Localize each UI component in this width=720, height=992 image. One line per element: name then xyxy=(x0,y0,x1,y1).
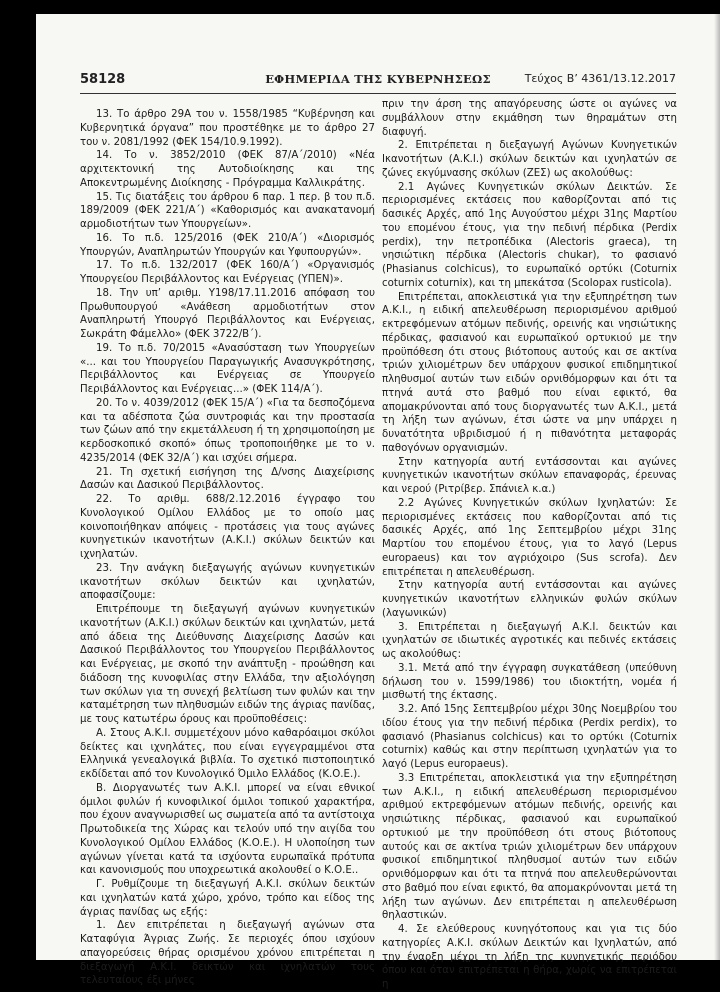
paragraph: 13. Το άρθρο 29Α του ν. 1558/1985 “Κυβέρνηση και Κυβερνητικά όργανα” που προστέθηκε με το άρθρο 27 του ν. 2081/1992 (ΦΕΚ 154/10.9.1992). xyxy=(80,109,375,148)
paragraph: 2.2 Αγώνες Κυνηγετικών σκύλων Ιχνηλατών: Σε περιορισμένες εκτάσεις που καθορίζονται από τις δασικές Αρχές, από 1ης Σεπτεμβρίου μέχρι 31ης Μαρτίου του επομένου έτους, για το λαγό (Lepus europaeus) και τον αγριόχοιρο (Sus scrofa). Δεν επιτρέπεται η απελευθέρωση. xyxy=(382,497,677,578)
paragraph: 17. Το π.δ. 132/2017 (ΦΕΚ 160/Α΄) «Οργανισμός Υπουργείου Περιβάλλοντος και Ενέργειας (ΥΠΕΝ)». xyxy=(80,260,375,285)
page-header xyxy=(80,72,676,90)
paragraph: 18. Την υπ’ αριθμ. Υ198/17.11.2016 απόφαση του Πρωθυπουργού «Ανάθεση αρμοδιοτήτων στον Αναπληρωτή Υπουργό Περιβάλλοντος και Ενέργειας, Σωκράτη Φάμελλο» (ΦΕΚ 3722/Β΄). xyxy=(80,287,375,340)
paragraph: 14. Το ν. 3852/2010 (ΦΕΚ 87/Α΄/2010) «Νέα αρχιτεκτονική της Αυτοδιοίκησης και της Αποκεντρωμένης Διοίκησης - Πρόγραμμα Καλλικράτης. xyxy=(80,150,375,189)
paragraph: 21. Τη σχετική εισήγηση της Δ/νσης Διαχείρισης Δασών και Δασικού Περιβάλλοντος. xyxy=(80,466,375,492)
paragraph: Στην κατηγορία αυτή εντάσσονται και αγώνες κυνηγετικών ικανοτήτων σκύλων επαναφοράς, έρευνας και νερού (Ριτρίβερ. Σπάνιελ κ.α.) xyxy=(382,456,677,495)
paragraph: Β. Διοργανωτές των Α.Κ.Ι. μπορεί να είναι εθνικοί όμιλοι φυλών ή κυνοφιλικοί όμιλοι τοπικού χαρακτήρα, που έχουν αναγνωρισθεί ως σωματεία από τα αντίστοιχα Πρωτοδικεία της Χώρας και τελούν υπό την αιγίδα του Κυνολογικού Ομίλου Ελλάδος (Κ.Ο.Ε.). Η υλοποίηση των αγώνων γίνεται κατά τα ισχύοντα ευρωπαϊκά πρότυπα και κανονισμούς που υποχρεωτικά ακολουθεί ο Κ.Ο.Ε.. xyxy=(80,782,375,877)
paragraph: 22. Το αριθμ. 688/2.12.2016 έγγραφο του Κυνολογικού Ομίλου Ελλάδος με το οποίο μας κοινοποιήθηκαν απόψεις - προτάσεις για τους αγώνες κυνηγετικών ικανοτήτων (Α.Κ.Ι.) σκύλων δεικτών και ιχνηλατών. xyxy=(80,494,375,560)
paragraph: 2. Επιτρέπεται η διεξαγωγή Αγώνων Κυνηγετικών Ικανοτήτων (Α.Κ.Ι.) σκύλων δεικτών και ιχνηλατών σε ζώνες εκγύμνασης σκύλων (ΖΕΣ) ως ακολούθως: xyxy=(382,140,677,179)
paragraph: Γ. Ρυθμίζουμε τη διεξαγωγή Α.Κ.Ι. σκύλων δεικτών και ιχνηλατών κατά χώρο, χρόνο, τρόπο και είδος της άγριας πανίδας ως εξής: xyxy=(80,879,375,918)
paragraph: Επιτρέπεται, αποκλειστικά για την εξυπηρέτηση των Α.Κ.Ι., η ειδική απελευθέρωση περιορισμένου αριθμού εκτρεφόμενων ατόμων πεδινής, ορεινής και νησιώτικης πέρδικας, φασιανού και ευρωπαϊκού ορτυκιού με την προϋπόθεση ότι στους βιότοπους αυτούς και σε ακτίνα τριών χιλιομέτρων δεν υπάρχουν φυσικοί επιδημητικοί πληθυσμοί αυτών των ειδών ορνιθόμορφων και ότι τα πτηνά αυτά στο βαθμό που είναι εφικτό, θα απομακρύνονται από τους διοργανωτές των Α.Κ.Ι., μετά τη λήξη των αγώνων, έτσι ώστε να μην υπάρχει η δυνατότητα υβριδισμού ή η πιθανότητα μεταφοράς παθογόνων οργανισμών. xyxy=(382,291,677,454)
gazette-title: ΕΦΗΜΕΡΙΔΑ ΤΗΣ ΚΥΒΕΡΝΗΣΕΩΣ xyxy=(265,72,491,86)
paragraph: 20. Το ν. 4039/2012 (ΦΕΚ 15/Α΄) «Για τα δεσποζόμενα και τα αδέσποτα ζώα συντροφιάς και την προστασία των ζώων από την εκμετάλλευση ή τη χρησιμοποίηση με κερδοσκοπικό σκοπό» όπως τροποποιήθηκε με το ν. 4235/2014 (ΦΕΚ 32/Α΄) και ισχύει σήμερα. xyxy=(80,397,375,464)
paragraph: Στην κατηγορία αυτή εντάσσονται και αγώνες κυνηγετικών ικανοτήτων ελληνικών φυλών σκύλων (λαγωνικών) xyxy=(382,580,677,619)
paragraph: 4. Σε ελεύθερους κυνηγότοπους και για τις δύο κατηγορίες Α.Κ.Ι. σκύλων Δεικτών και Ιχνηλατών, από την έναρξη μέχρι τη λήξη της κυνηγετικής περιόδου όπου και όταν επιτρέπεται η θήρα, χωρίς να επιτρέπεται η xyxy=(382,924,677,990)
scan-shadow xyxy=(714,14,720,960)
header-rule xyxy=(80,93,676,94)
paragraph: 3.1. Μετά από την έγγραφη συγκατάθεση (υπεύθυνη δήλωση του ν. 1599/1986) του ιδιοκτήτη, νομέα ή μισθωτή της έκτασης. xyxy=(382,662,677,702)
paragraph: 19. Το π.δ. 70/2015 «Ανασύσταση των Υπουργείων «... και του Υπουργείου Παραγωγικής Ανασυγκρότησης, Περιβάλλοντος και Ενέργειας σε Υπουργείο Περιβάλλοντος και Ενέργειας...» (ΦΕΚ 114/Α΄). xyxy=(80,342,375,395)
paragraph: πριν την άρση της απαγόρευσης ώστε οι αγώνες να συμβάλλουν στην εκμάθηση των θηραμάτων στη διαφυγή. xyxy=(382,99,677,138)
paragraph: 23. Την ανάγκη διεξαγωγής αγώνων κυνηγετικών ικανοτήτων σκύλων δεικτών και ιχνηλατών, αποφασίζουμε: xyxy=(80,562,375,602)
issue-reference: Τεύχος Β’ 4361/13.12.2017 xyxy=(524,72,676,85)
paragraph: 3.3 Επιτρέπεται, αποκλειστικά για την εξυπηρέτηση των Α.Κ.Ι., η ειδική απελευθέρωση περιορισμένου αριθμού εκτρεφόμενων ατόμων πεδινής, ορεινής και νησιώτικης πέρδικας, φασιανού και ευρωπαϊκού ορτυκιού με την προϋπόθεση ότι στους βιότοπους αυτούς και σε ακτίνα τριών χιλιομέτρων δεν υπάρχουν φυσικοί επιδημητικοί πληθυσμοί αυτών των ειδών ορνιθόμορφων και ότι τα πτηνά που απελευθερώνονται στο βαθμό που είναι εφικτό, θα απομακρύνονται μετά τη λήξη των αγώνων. Δεν επιτρέπεται η απελευθέρωση θηλαστικών. xyxy=(382,772,677,922)
paragraph: 3.2. Από 15ης Σεπτεμβρίου μέχρι 30ης Νοεμβρίου του ιδίου έτους για την πεδινή πέρδικα (Perdix perdix), το φασιανό (Phasianus colchicus) και το ορτύκι (Coturnix coturnix) καθώς και στην περίπτωση ιχνηλατών για το λαγό (Lepus europaeus). xyxy=(382,704,677,770)
left-column xyxy=(80,108,375,988)
paragraph: Επιτρέπουμε τη διεξαγωγή αγώνων κυνηγετικών ικανοτήτων (Α.Κ.Ι.) σκύλων δεικτών και ιχνηλατών, μετά από άδεια της Διεύθυνσης Διαχείρισης Δασών και Δασικού Περιβάλλοντος του Υπουργείου Περιβάλλοντος και Ενέργειας, με σκοπό την ανάπτυξη - προώθηση και διάδοση της κυνοφιλίας στην Ελλάδα, την αξιολόγηση των σκύλων για τη συνεχή βελτίωση των φυλών και την καταμέτρηση των πληθυσμών ειδών της άγριας πανίδας, με τους κατωτέρω όρους και προϋποθέσεις: xyxy=(80,604,375,725)
paragraph: 3. Επιτρέπεται η διεξαγωγή Α.Κ.Ι. δεικτών και ιχνηλατών σε ιδιωτικές αγροτικές και πεδινές εκτάσεις ως ακολούθως: xyxy=(382,621,677,660)
document-page xyxy=(36,14,720,990)
paragraph: 15. Τις διατάξεις του άρθρου 6 παρ. 1 περ. β του π.δ. 189/2009 (ΦΕΚ 221/Α΄) «Καθορισμός και ανακατανομή αρμοδιοτήτων των Υπουργείων». xyxy=(80,191,375,230)
page-number: 58128 xyxy=(80,72,126,87)
right-column xyxy=(382,98,677,992)
paragraph: 1. Δεν επιτρέπεται η διεξαγωγή αγώνων στα Καταφύγια Άγριας Ζωής. Σε περιοχές όπου ισχύουν απαγορεύσεις θήρας ορισμένου χρόνου επιτρέπεται η διεξαγωγή Α.Κ.Ι. δεικτών και ιχνηλατών τους τελευταίους έξι μήνες xyxy=(80,920,375,987)
paragraph: 16. Το π.δ. 125/2016 (ΦΕΚ 210/Α΄) «Διορισμός Υπουργών, Αναπληρωτών Υπουργών και Υφυπουργών». xyxy=(80,232,375,258)
paragraph: 2.1 Αγώνες Κυνηγετικών σκύλων Δεικτών. Σε περιορισμένες εκτάσεις που καθορίζονται από τις δασικές Αρχές, από 1ης Αυγούστου μέχρι 31ης Μαρτίου του επομένου έτους, για την πεδινή πέρδικα (Perdix perdix), την πετροπέδικα (Alectoris graeca), τη νησιώτικη πέρδικα (Alectoris chukar), το φασιανό (Phasianus colchicus), το ευρωπαϊκό ορτύκι (Coturnix coturnix coturnix), και τη μπεκάτσα (Scolopax rusticola). xyxy=(382,181,677,289)
paragraph: Α. Στους Α.Κ.Ι. συμμετέχουν μόνο καθαρόαιμοι σκύλοι δείκτες και ιχνηλάτες, που είναι εγγεγραμμένοι στα Ελληνικά γενεαλογικά βιβλία. Το σχετικό πιστοποιητικό εκδίδεται από τον Κυνολογικό Όμιλο Ελλάδος (Κ.Ο.Ε.). xyxy=(80,727,375,780)
